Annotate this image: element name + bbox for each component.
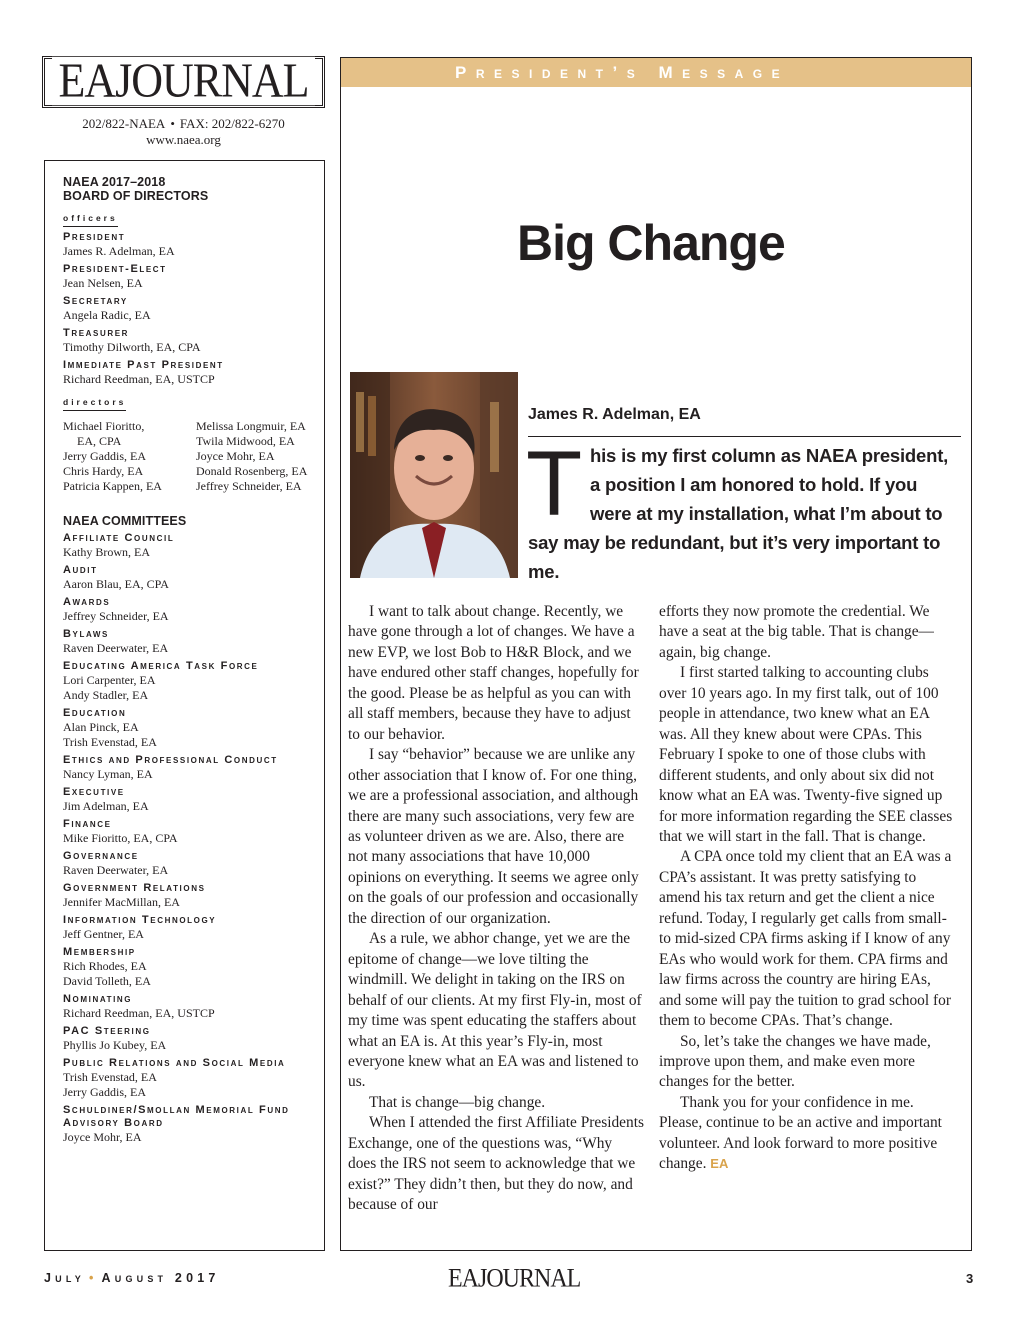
committee-member: Aaron Blau, EA, CPA <box>63 577 169 591</box>
committee-name: Governance <box>63 850 139 862</box>
officers-list <box>63 231 324 387</box>
body-column-1 <box>348 602 644 1216</box>
committee-name: Audit <box>63 564 98 576</box>
website-link[interactable]: www.naea.org <box>146 132 221 147</box>
closing-text: Thank you for your confidence in me. Please, continue to be an active and important volunteer. And look forward to more positive change. <box>659 1093 942 1173</box>
board-of-directors-box <box>44 160 325 1251</box>
director-name: Michael Fioritto, <box>63 419 145 433</box>
committee-entry <box>63 564 324 592</box>
director-name: Jerry Gaddis, EA <box>63 449 146 463</box>
director-name: EA, CPA <box>77 434 122 448</box>
committee-name: PAC Steering <box>63 1025 151 1037</box>
lead-text: his is my first column as NAEA president, a position I am honored to hold. If you were at my installation, what I’m about to say may be redundant, but it’s very important to me. <box>528 445 949 582</box>
issue-separator: • <box>88 1271 98 1285</box>
committee-name: Ethics and Professional Conduct <box>63 754 278 766</box>
committee-member: Phyllis Jo Kubey, EA <box>63 1038 167 1052</box>
committee-entry <box>63 754 324 782</box>
contact-info <box>42 116 325 148</box>
committee-entry <box>63 946 324 989</box>
closing-paragraph <box>659 1093 955 1175</box>
eajournal-logo <box>42 52 325 110</box>
officers-label: officers <box>63 213 118 227</box>
body-paragraph: I want to talk about change. Recently, we have gone through a lot of changes. We have a new EVP, we lost Bob to H&R Block, and we have endured other staff changes, hopefully for the good. Please be as helpful as you can with all staff members, because they have to adjust to our behavior. <box>348 603 639 743</box>
committee-member: Trish Evenstad, EA <box>63 735 157 749</box>
author-byline: James R. Adelman, EA <box>528 406 701 423</box>
director-name: Twila Midwood, EA <box>196 434 295 448</box>
committee-entry <box>63 628 324 656</box>
director-name: Donald Rosenberg, EA <box>196 464 308 478</box>
committee-name: Information Technology <box>63 914 217 926</box>
body-paragraph: I say “behavior” because we are unlike any other association that I know of. For one thing, we are a professional association, and although there are many such associations, very few are as volunteer driven as we are. Also, there are not many associations that have 10,000 opinions on everything. It seems we agree only on the goals of our profession and occasionally the direction of our organization. <box>348 746 639 927</box>
committee-member: Jeffrey Schneider, EA <box>63 609 169 623</box>
committee-member: Jerry Gaddis, EA <box>63 1085 146 1099</box>
committee-name: Public Relations and Social Media <box>63 1057 286 1069</box>
directors-grid <box>63 419 324 494</box>
bullet-separator: • <box>170 116 175 131</box>
committee-name: Awards <box>63 596 111 608</box>
committee-member: Mike Fioritto, EA, CPA <box>63 831 178 845</box>
committee-member: Andy Stadler, EA <box>63 688 149 702</box>
issue-date <box>44 1271 220 1285</box>
board-title-line2: BOARD OF DIRECTORS <box>63 189 209 203</box>
committee-entry <box>63 596 324 624</box>
officer-role: President-Elect <box>63 263 167 275</box>
officer-name: Jean Nelsen, EA <box>63 276 143 290</box>
officer-name: James R. Adelman, EA <box>63 244 175 258</box>
committee-entry <box>63 1104 324 1145</box>
committee-entry <box>63 818 324 846</box>
drop-cap: T <box>526 433 582 535</box>
committee-member: Joyce Mohr, EA <box>63 1130 142 1144</box>
director-name: Jeffrey Schneider, EA <box>196 479 302 493</box>
section-banner: President’s Message <box>341 58 971 87</box>
committee-name: Education <box>63 707 127 719</box>
committee-name: Membership <box>63 946 136 958</box>
directors-label: directors <box>63 397 126 411</box>
officer-name: Richard Reedman, EA, USTCP <box>63 372 215 386</box>
committees-title: NAEA COMMITTEES <box>63 514 187 528</box>
directors-left-column <box>63 419 196 494</box>
body-paragraph: When I attended the first Affiliate Presidents Exchange, one of the questions was, “Why does the IRS not seem to acknowledge that we exist?” They didn’t then, but they do now, and because of our <box>348 1114 644 1214</box>
officer-name: Timothy Dilworth, EA, CPA <box>63 340 201 354</box>
body-paragraph: efforts they now promote the credential. We have a seat at the big table. That is change—again, big change. <box>659 603 934 661</box>
committee-entry <box>63 532 324 560</box>
committee-entry <box>63 660 324 703</box>
committee-entry <box>63 850 324 878</box>
committee-member: David Tolleth, EA <box>63 974 151 988</box>
committee-member: Jennifer MacMillan, EA <box>63 895 180 909</box>
issue-month-year: August 2017 <box>101 1271 220 1285</box>
body-paragraph: That is change—big change. <box>369 1093 546 1111</box>
officer-role: Treasurer <box>63 327 130 339</box>
committee-member: Alan Pinck, EA <box>63 720 139 734</box>
committee-name: Educating America Task Force <box>63 660 259 672</box>
body-paragraph: So, let’s take the changes we have made, improve upon them, and make even more changes for the better. <box>659 1032 931 1091</box>
director-name: Joyce Mohr, EA <box>196 449 275 463</box>
author-photo <box>350 372 518 578</box>
committee-name: Nominating <box>63 993 133 1005</box>
committee-name: Bylaws <box>63 628 109 640</box>
committee-member: Lori Carpenter, EA <box>63 673 156 687</box>
director-name: Melissa Longmuir, EA <box>196 419 306 433</box>
committee-entry <box>63 1057 324 1100</box>
officer-role: Immediate Past President <box>63 359 224 371</box>
issue-month: July <box>44 1271 85 1285</box>
committee-list <box>63 532 324 1145</box>
committee-entry <box>63 1025 324 1053</box>
committee-member: Trish Evenstad, EA <box>63 1070 157 1084</box>
committee-member: Nancy Lyman, EA <box>63 767 153 781</box>
byline-rule <box>528 436 961 437</box>
footer-logo: EAJOURNAL <box>448 1264 581 1294</box>
article-title: Big Change <box>517 215 785 271</box>
phone-number: 202/822-NAEA <box>82 116 166 131</box>
directors-right-column <box>196 419 326 494</box>
committee-entry <box>63 993 324 1021</box>
director-name: Patricia Kappen, EA <box>63 479 162 493</box>
committee-member: Jeff Gentner, EA <box>63 927 144 941</box>
committee-entry <box>63 707 324 750</box>
committee-name: Finance <box>63 818 112 830</box>
committee-member: Raven Deerwater, EA <box>63 863 169 877</box>
committee-entry <box>63 882 324 910</box>
body-paragraph: A CPA once told my client that an EA was a CPA’s assistant. It was pretty satisfying to amend his tax return and get the client a nice refund. Today, I regularly get calls from small- to mid-sized CPA firms asking if I know of any EAs who would work for them. CPA firms and law firms across the country are hiring EAs, and some will pay the tuition to grad school for them to become CPAs. That’s change. <box>659 848 952 1030</box>
officer-role: Secretary <box>63 295 128 307</box>
director-name: Chris Hardy, EA <box>63 464 144 478</box>
page-number: 3 <box>966 1271 974 1286</box>
committee-name: Schuldiner/Smollan Memorial Fund Advisory Board <box>63 1104 290 1129</box>
committee-member: Richard Reedman, EA, USTCP <box>63 1006 215 1020</box>
body-paragraph: I first started talking to accounting clubs over 10 years ago. In my first talk, out of 100 people in attendance, two knew what an EA was. All they knew about were CPAs. This February I spoke to one of those clubs with different students, and only about six did not know what an EA was. Twenty-five signed up for more information regarding the SEE classes that we will start in the fall. That is change. <box>659 664 953 845</box>
author-portrait-image <box>350 372 518 578</box>
logo-text: EAJOURNAL <box>52 57 314 105</box>
committee-member: Raven Deerwater, EA <box>63 641 169 655</box>
committee-entry <box>63 914 324 942</box>
committee-member: Jim Adelman, EA <box>63 799 149 813</box>
committee-name: Executive <box>63 786 125 798</box>
lead-paragraph <box>526 433 958 586</box>
body-column-2 <box>659 602 955 1175</box>
committee-entry <box>63 786 324 814</box>
end-mark: EA <box>710 1156 729 1172</box>
committee-member: Rich Rhodes, EA <box>63 959 147 973</box>
fax-number: FAX: 202/822-6270 <box>179 116 285 131</box>
column-2-paragraphs <box>659 663 955 1093</box>
committee-member: Kathy Brown, EA <box>63 545 150 559</box>
officer-role: President <box>63 231 126 243</box>
committee-name: Affiliate Council <box>63 532 175 544</box>
officer-name: Angela Radic, EA <box>63 308 151 322</box>
body-paragraph: As a rule, we abhor change, yet we are the epitome of change—we love tilting the windmill. We delight in taking on the IRS on behalf of our clients. At my first Fly-in, most of my time was spent educating the staffers about what an EA is. At this year’s Fly-in, most everyone knew what an EA was and listened to us. <box>348 930 642 1091</box>
committee-name: Government Relations <box>63 882 206 894</box>
board-title-line1: NAEA 2017–2018 <box>63 175 166 189</box>
presidents-message-panel <box>340 57 972 1251</box>
